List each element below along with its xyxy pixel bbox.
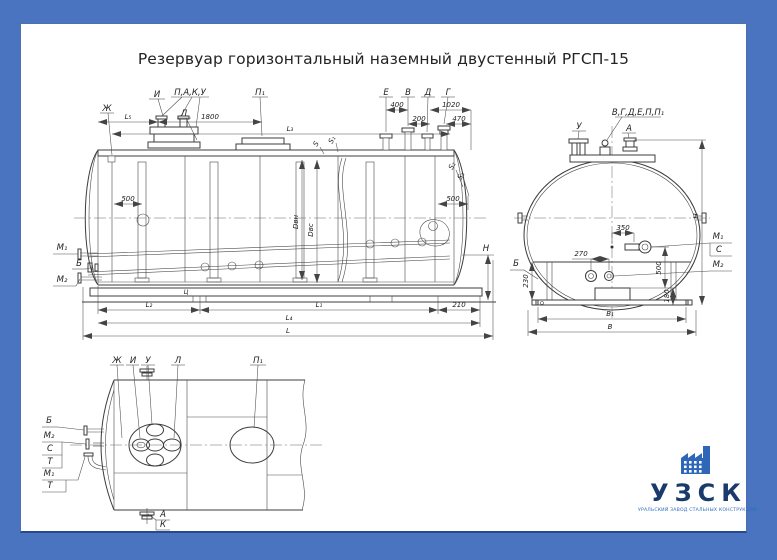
dim-label-s1: S₁ <box>326 134 338 146</box>
dim-label-dvs: Dвс <box>307 223 315 237</box>
plan-label-m1: М₁ <box>43 469 55 479</box>
fitting-label-d: Д <box>424 88 432 98</box>
nozzle-label-m1-end: М₁ <box>712 232 724 242</box>
plan-label-u: У <box>145 356 151 366</box>
dim-label-1800: 1800 <box>201 113 219 121</box>
nozzle-label-m2: М₂ <box>56 275 68 285</box>
fitting-label-e: Е <box>383 88 389 98</box>
factory-icon <box>676 443 716 477</box>
dim-label-s: S <box>311 140 321 148</box>
fitting-label-u: У <box>576 122 582 132</box>
plan-label-zh: Ж <box>112 356 122 366</box>
dim-label-b-total: В <box>607 323 613 331</box>
dim-label-s2: S₂ <box>446 160 458 172</box>
dim-label-1020: 1020 <box>442 101 460 109</box>
fitting-label-group: В,Г,Д,Е,П,П₁ <box>611 108 665 118</box>
skid-base <box>82 288 496 302</box>
dim-label-l1: L₁ <box>315 301 323 309</box>
dim-label-180: 180 <box>663 289 671 303</box>
plan-label-t-lower: Т <box>47 481 53 491</box>
dome-hatch <box>236 138 290 150</box>
fitting-label-v: В <box>405 88 411 98</box>
tank-shell <box>74 150 488 285</box>
fitting-label-i: И <box>153 90 161 100</box>
end-view-drawing <box>508 86 768 358</box>
dim-label-470: 470 <box>452 115 466 123</box>
nozzle-label-m2-end: М₂ <box>712 260 724 270</box>
dim-label-270: 270 <box>574 250 588 258</box>
dim-label-200: 200 <box>412 115 426 123</box>
fitting-label-a: А <box>626 124 632 134</box>
plan-outline <box>70 380 325 510</box>
dim-label-h: Н <box>482 244 490 254</box>
dim-label-h-end: Н <box>692 213 700 219</box>
logo-abbreviation: УЗСК <box>650 479 747 507</box>
plan-label-t-upper: Т <box>47 457 53 467</box>
dim-label-500-end: 500 <box>655 261 663 275</box>
plan-view-drawing <box>40 354 355 549</box>
dim-label-l3: L₃ <box>286 125 294 133</box>
nozzle-label-b-end: Б <box>513 259 519 269</box>
dim-label-s3: S₃ <box>455 170 467 182</box>
dim-label-l5: L₅ <box>124 113 132 121</box>
dim-label-dvn: Dвн <box>292 214 300 230</box>
fitting-label-paku: П,А,К,У <box>174 88 206 98</box>
dim-label-b1: В₁ <box>606 310 614 318</box>
logo-subtitle: УРАЛЬСКИЙ ЗАВОД СТАЛЬНЫХ КОНСТРУКЦИЙ <box>638 508 757 514</box>
nozzle-label-c-end: С <box>716 245 722 255</box>
plan-label-a: А <box>160 510 166 520</box>
plan-label-p1: П₁ <box>253 356 263 366</box>
bracket-label-ts: Ц <box>183 289 189 296</box>
drawing-title: Резервуар горизонтальный наземный двустенный РГСП-15 <box>137 50 630 68</box>
plan-labels <box>42 356 266 530</box>
side-view-drawing <box>50 82 510 358</box>
fitting-label-g: Г <box>445 88 451 98</box>
nozzle-label-m1: М₁ <box>56 243 68 253</box>
dim-label-210: 210 <box>452 301 466 309</box>
dim-label-l4: L₄ <box>285 314 293 322</box>
dim-label-l-total: L <box>286 327 290 335</box>
plan-label-l: Л <box>174 356 182 366</box>
plan-label-k: К <box>159 520 167 530</box>
top-nozzles <box>380 126 450 150</box>
internal-pipes <box>88 238 450 275</box>
dim-label-500-left: 500 <box>121 195 135 203</box>
fitting-label-p1: П₁ <box>255 88 265 98</box>
fitting-label-l: Л <box>180 109 188 119</box>
manhole-assembly <box>108 116 200 162</box>
end-view-fittings <box>586 241 652 282</box>
plan-label-b: Б <box>46 416 52 426</box>
nozzle-label-b: Б <box>76 259 82 269</box>
dim-label-l2: L₂ <box>145 301 153 309</box>
plan-label-c: С <box>47 444 53 454</box>
dim-label-350: 350 <box>616 224 630 232</box>
dim-label-230: 230 <box>522 274 530 288</box>
company-logo <box>638 443 757 514</box>
fitting-label-zh: Ж <box>102 104 112 114</box>
plan-label-i: И <box>129 356 137 366</box>
dim-label-400: 400 <box>390 101 404 109</box>
dim-label-500-right: 500 <box>446 195 460 203</box>
plan-label-m2: М₂ <box>43 431 55 441</box>
